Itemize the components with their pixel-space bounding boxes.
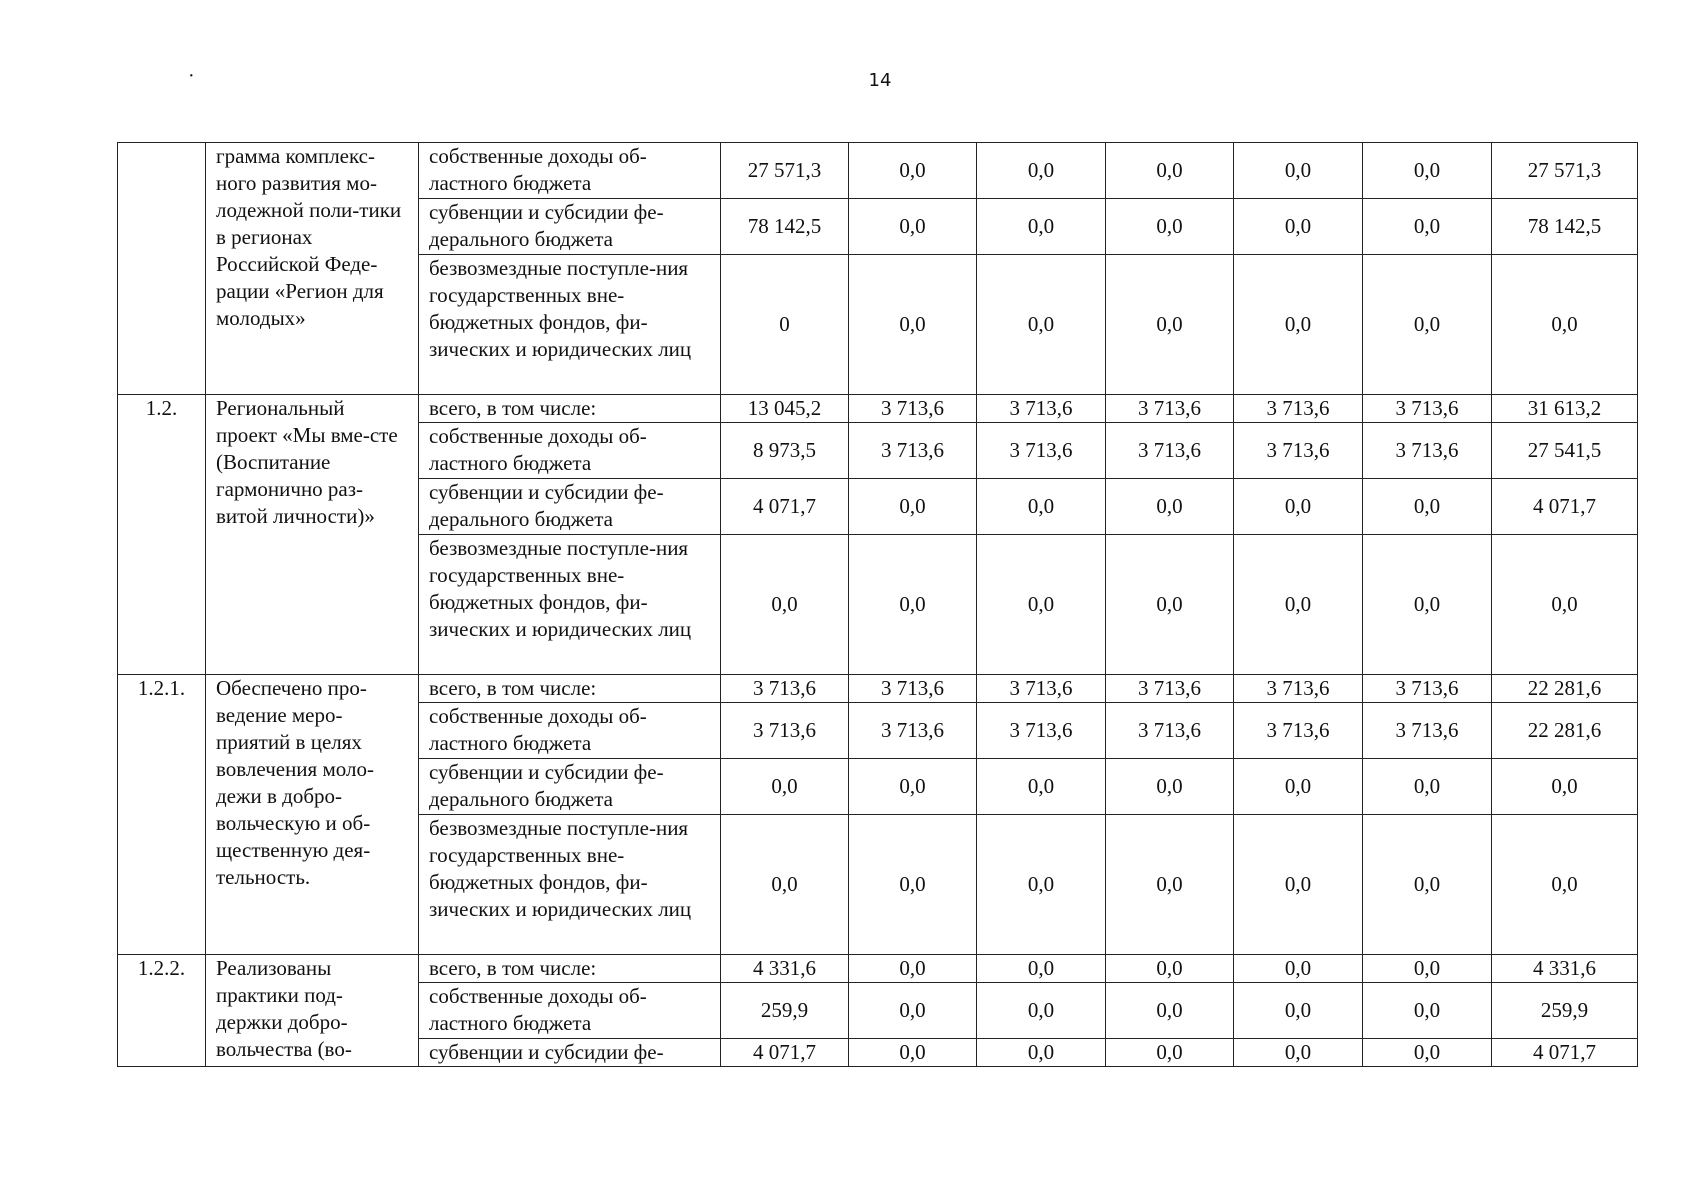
funding-source-cell: собственные доходы об-ластного бюджета bbox=[419, 983, 721, 1039]
value-cell: 3 713,6 bbox=[721, 703, 849, 759]
total-value-cell: 27 571,3 bbox=[1492, 143, 1638, 199]
budget-table-body bbox=[118, 143, 1638, 1067]
value-cell: 0,0 bbox=[1106, 143, 1234, 199]
value-cell: 0,0 bbox=[1234, 143, 1363, 199]
table-row bbox=[118, 675, 1638, 703]
funding-source-cell: субвенции и субсидии фе-дерального бюджета bbox=[419, 479, 721, 535]
value-cell: 0,0 bbox=[1363, 1039, 1492, 1067]
value-cell: 3 713,6 bbox=[977, 395, 1106, 423]
page-number: 14 bbox=[868, 70, 892, 91]
value-cell: 0 bbox=[721, 255, 849, 395]
table-row bbox=[118, 955, 1638, 983]
value-cell: 4 071,7 bbox=[721, 1039, 849, 1067]
value-cell: 0,0 bbox=[1363, 199, 1492, 255]
value-cell: 0,0 bbox=[1363, 983, 1492, 1039]
value-cell: 0,0 bbox=[1363, 759, 1492, 815]
value-cell: 0,0 bbox=[1234, 815, 1363, 955]
value-cell: 0,0 bbox=[977, 535, 1106, 675]
value-cell: 3 713,6 bbox=[1363, 395, 1492, 423]
value-cell: 3 713,6 bbox=[1106, 423, 1234, 479]
value-cell: 0,0 bbox=[1363, 479, 1492, 535]
value-cell: 0,0 bbox=[1234, 255, 1363, 395]
value-cell: 0,0 bbox=[849, 1039, 977, 1067]
value-cell: 3 713,6 bbox=[849, 423, 977, 479]
value-cell: 3 713,6 bbox=[977, 703, 1106, 759]
value-cell: 3 713,6 bbox=[1363, 423, 1492, 479]
value-cell: 0,0 bbox=[977, 955, 1106, 983]
row-index-cell bbox=[118, 143, 206, 395]
value-cell: 0,0 bbox=[1363, 255, 1492, 395]
total-value-cell: 31 613,2 bbox=[1492, 395, 1638, 423]
value-cell: 0,0 bbox=[849, 759, 977, 815]
total-value-cell: 259,9 bbox=[1492, 983, 1638, 1039]
value-cell: 3 713,6 bbox=[849, 703, 977, 759]
value-cell: 0,0 bbox=[1106, 1039, 1234, 1067]
value-cell: 0,0 bbox=[977, 479, 1106, 535]
funding-source-cell: безвозмездные поступле-ния государственных вне-бюджетных фондов, фи-зических и юридических лиц bbox=[419, 255, 721, 395]
value-cell: 13 045,2 bbox=[721, 395, 849, 423]
value-cell: 0,0 bbox=[849, 983, 977, 1039]
value-cell: 27 571,3 bbox=[721, 143, 849, 199]
value-cell: 3 713,6 bbox=[721, 675, 849, 703]
budget-table bbox=[117, 142, 1638, 1067]
value-cell: 78 142,5 bbox=[721, 199, 849, 255]
funding-source-cell: безвозмездные поступле-ния государственных вне-бюджетных фондов, фи-зических и юридических лиц bbox=[419, 535, 721, 675]
value-cell: 0,0 bbox=[1106, 255, 1234, 395]
value-cell: 0,0 bbox=[1106, 983, 1234, 1039]
total-value-cell: 4 071,7 bbox=[1492, 479, 1638, 535]
value-cell: 0,0 bbox=[1106, 535, 1234, 675]
value-cell: 0,0 bbox=[1234, 479, 1363, 535]
value-cell: 0,0 bbox=[721, 535, 849, 675]
value-cell: 3 713,6 bbox=[977, 423, 1106, 479]
table-row bbox=[118, 395, 1638, 423]
value-cell: 0,0 bbox=[1363, 815, 1492, 955]
value-cell: 3 713,6 bbox=[1363, 703, 1492, 759]
total-value-cell: 78 142,5 bbox=[1492, 199, 1638, 255]
table-row bbox=[118, 143, 1638, 199]
value-cell: 3 713,6 bbox=[1363, 675, 1492, 703]
value-cell: 0,0 bbox=[1234, 955, 1363, 983]
funding-source-cell: всего, в том числе: bbox=[419, 955, 721, 983]
value-cell: 3 713,6 bbox=[1234, 423, 1363, 479]
value-cell: 0,0 bbox=[721, 759, 849, 815]
project-name-cell: грамма комплекс-ного развития мо-лодежной поли-тики в регионах Российской Феде-рации «Регион для молодых» bbox=[206, 143, 419, 395]
value-cell: 0,0 bbox=[849, 143, 977, 199]
value-cell: 0,0 bbox=[977, 983, 1106, 1039]
value-cell: 4 071,7 bbox=[721, 479, 849, 535]
total-value-cell: 0,0 bbox=[1492, 255, 1638, 395]
funding-source-cell: субвенции и субсидии фе-дерального бюджета bbox=[419, 759, 721, 815]
value-cell: 0,0 bbox=[1363, 143, 1492, 199]
value-cell: 0,0 bbox=[1106, 199, 1234, 255]
total-value-cell: 4 331,6 bbox=[1492, 955, 1638, 983]
row-index-cell: 1.2.1. bbox=[118, 675, 206, 955]
value-cell: 3 713,6 bbox=[1106, 675, 1234, 703]
total-value-cell: 0,0 bbox=[1492, 535, 1638, 675]
value-cell: 3 713,6 bbox=[849, 395, 977, 423]
project-name-cell: Региональный проект «Мы вме-сте (Воспитание гармонично раз-витой личности)» bbox=[206, 395, 419, 675]
value-cell: 8 973,5 bbox=[721, 423, 849, 479]
funding-source-cell: собственные доходы об-ластного бюджета bbox=[419, 703, 721, 759]
value-cell: 0,0 bbox=[849, 479, 977, 535]
funding-source-cell: всего, в том числе: bbox=[419, 675, 721, 703]
row-index-cell: 1.2.2. bbox=[118, 955, 206, 1067]
value-cell: 0,0 bbox=[977, 255, 1106, 395]
value-cell: 0,0 bbox=[977, 1039, 1106, 1067]
value-cell: 4 331,6 bbox=[721, 955, 849, 983]
value-cell: 0,0 bbox=[977, 759, 1106, 815]
value-cell: 3 713,6 bbox=[1234, 703, 1363, 759]
funding-source-cell: безвозмездные поступле-ния государственных вне-бюджетных фондов, фи-зических и юридических лиц bbox=[419, 815, 721, 955]
value-cell: 0,0 bbox=[1106, 955, 1234, 983]
value-cell: 3 713,6 bbox=[1234, 675, 1363, 703]
value-cell: 259,9 bbox=[721, 983, 849, 1039]
funding-source-cell: собственные доходы об-ластного бюджета bbox=[419, 423, 721, 479]
total-value-cell: 4 071,7 bbox=[1492, 1039, 1638, 1067]
total-value-cell: 0,0 bbox=[1492, 759, 1638, 815]
project-name-cell: Реализованы практики под-держки добро-вольчества (во- bbox=[206, 955, 419, 1067]
value-cell: 3 713,6 bbox=[977, 675, 1106, 703]
value-cell: 0,0 bbox=[977, 143, 1106, 199]
value-cell: 3 713,6 bbox=[1106, 395, 1234, 423]
row-index-cell: 1.2. bbox=[118, 395, 206, 675]
value-cell: 0,0 bbox=[1363, 955, 1492, 983]
value-cell: 0,0 bbox=[1234, 983, 1363, 1039]
total-value-cell: 22 281,6 bbox=[1492, 675, 1638, 703]
value-cell: 3 713,6 bbox=[1106, 703, 1234, 759]
value-cell: 0,0 bbox=[1234, 535, 1363, 675]
scan-mark: · bbox=[188, 65, 195, 87]
value-cell: 0,0 bbox=[849, 199, 977, 255]
value-cell: 0,0 bbox=[849, 255, 977, 395]
value-cell: 0,0 bbox=[1234, 759, 1363, 815]
value-cell: 0,0 bbox=[977, 199, 1106, 255]
value-cell: 0,0 bbox=[1106, 759, 1234, 815]
funding-source-cell: всего, в том числе: bbox=[419, 395, 721, 423]
funding-source-cell: собственные доходы об-ластного бюджета bbox=[419, 143, 721, 199]
funding-source-cell: субвенции и субсидии фе- bbox=[419, 1039, 721, 1067]
value-cell: 0,0 bbox=[1106, 479, 1234, 535]
total-value-cell: 0,0 bbox=[1492, 815, 1638, 955]
total-value-cell: 27 541,5 bbox=[1492, 423, 1638, 479]
value-cell: 0,0 bbox=[1363, 535, 1492, 675]
total-value-cell: 22 281,6 bbox=[1492, 703, 1638, 759]
value-cell: 0,0 bbox=[1106, 815, 1234, 955]
value-cell: 0,0 bbox=[849, 815, 977, 955]
value-cell: 0,0 bbox=[1234, 1039, 1363, 1067]
value-cell: 0,0 bbox=[977, 815, 1106, 955]
project-name-cell: Обеспечено про-ведение меро-приятий в целях вовлечения моло-дежи в добро-вольческую и об-щественную дея-тельность. bbox=[206, 675, 419, 955]
value-cell: 3 713,6 bbox=[1234, 395, 1363, 423]
value-cell: 3 713,6 bbox=[849, 675, 977, 703]
value-cell: 0,0 bbox=[849, 535, 977, 675]
value-cell: 0,0 bbox=[1234, 199, 1363, 255]
value-cell: 0,0 bbox=[721, 815, 849, 955]
value-cell: 0,0 bbox=[849, 955, 977, 983]
funding-source-cell: субвенции и субсидии фе-дерального бюджета bbox=[419, 199, 721, 255]
